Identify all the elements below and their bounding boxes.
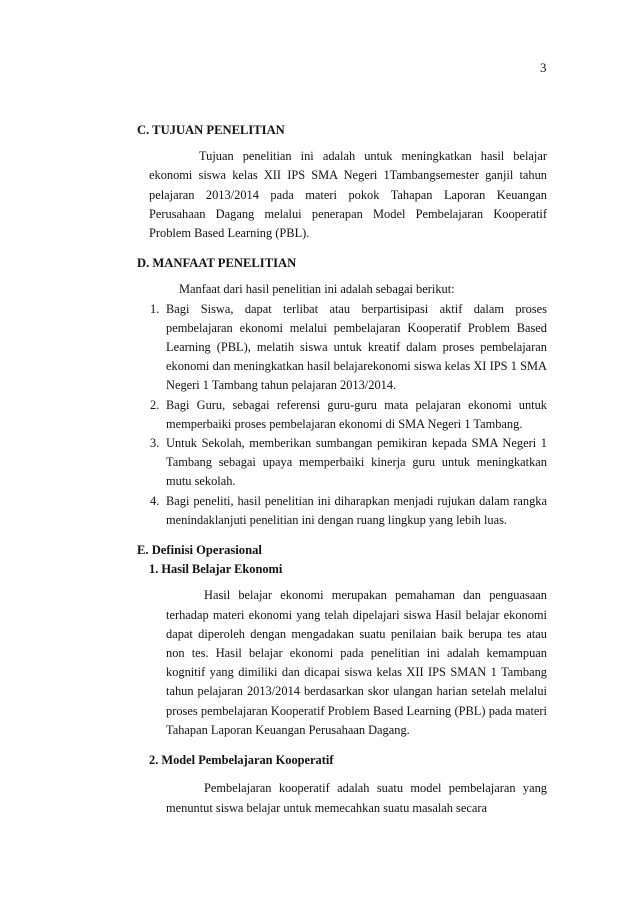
benefits-list — [137, 300, 547, 530]
list-item-text: Untuk Sekolah, memberikan sumbangan pemikiran kepada SMA Negeri 1 Tambang sebagai upaya memperbaiki kinerja guru untuk meningkatkan mutu sekolah. — [166, 436, 547, 489]
list-item-number: 2. — [150, 397, 160, 412]
list-item-text: Bagi peneliti, hasil penelitian ini diharapkan menjadi rujukan dalam rangka menindaklanjuti penelitian ini dengan ruang lingkup yang lebih luas. — [166, 493, 547, 527]
page-number: 3 — [540, 60, 547, 75]
section-d-heading: D. MANFAAT PENELITIAN — [137, 256, 297, 271]
list-item — [137, 434, 547, 492]
list-item-number: 1. — [150, 301, 160, 316]
section-c-paragraph: Tujuan penelitian ini adalah untuk meningkatkan hasil belajar ekonomi siswa kelas XII IPS SMA Negeri 1Tambangsemester ganjil tahun pelajaran 2013/2014 pada materi pokok Tahapan Laporan Keuangan Perusahaan Dagang melalui penerapan Model Pembelajaran Kooperatif Problem Based Learning (PBL). — [149, 149, 547, 241]
page-content — [137, 121, 547, 818]
subsection-2-heading: 2. Model Pembelajaran Kooperatif — [149, 753, 334, 768]
subsection-2-paragraph: Pembelajaran kooperatif adalah suatu model pembelajaran yang menuntut siswa belajar untuk memecahkan suatu masalah secara — [166, 781, 547, 815]
list-item-text: Bagi Guru, sebagai referensi guru-guru mata pelajaran ekonomi untuk memperbaiki proses pembelajaran ekonomi di SMA Negeri 1 Tambang. — [166, 397, 547, 431]
section-c-heading: C. TUJUAN PENELITIAN — [137, 123, 285, 137]
section-e-heading: E. Definisi Operasional — [137, 543, 262, 558]
subsection-1-heading: 1. Hasil Belajar Ekonomi — [149, 562, 283, 577]
list-item-text: Bagi Siswa, dapat terlibat atau berpartisipasi aktif dalam proses pembelajaran ekonomi melalui pembelajaran Kooperatif Problem Based Learning (PBL), melatih siswa untuk kreatif dalam proses pembelajaran ekonomi dan meningkatkan hasil belajarekonomi siswa kelas XI IPS 1 SMA Negeri 1 Tambang tahun pelajaran 2013/2014. — [166, 301, 547, 393]
list-item — [137, 396, 547, 434]
list-item — [137, 492, 547, 530]
list-item — [137, 300, 547, 396]
subsection-1-paragraph: Hasil belajar ekonomi merupakan pemahaman dan penguasaan terhadap materi ekonomi yang telah dipelajari siswa Hasil belajar ekonomi dapat diperoleh dengan mengadakan suatu penilaian baik berupa tes atau non tes. Hasil belajar ekonomi pada penelitian ini adalah kemampuan kognitif yang dimiliki dan dicapai siswa kelas XII IPS SMAN 1 Tambang tahun pelajaran 2013/2014 berdasarkan skor ulangan harian setelah melalui proses pembelajaran Kooperatif Problem Based Learning (PBL) pada materi Tahapan Laporan Keuangan Perusahaan Dagang. — [166, 588, 547, 737]
section-d-intro: Manfaat dari hasil penelitian ini adalah sebagai berikut: — [179, 282, 455, 297]
list-item-number: 4. — [150, 493, 160, 508]
list-item-number: 3. — [150, 436, 160, 451]
